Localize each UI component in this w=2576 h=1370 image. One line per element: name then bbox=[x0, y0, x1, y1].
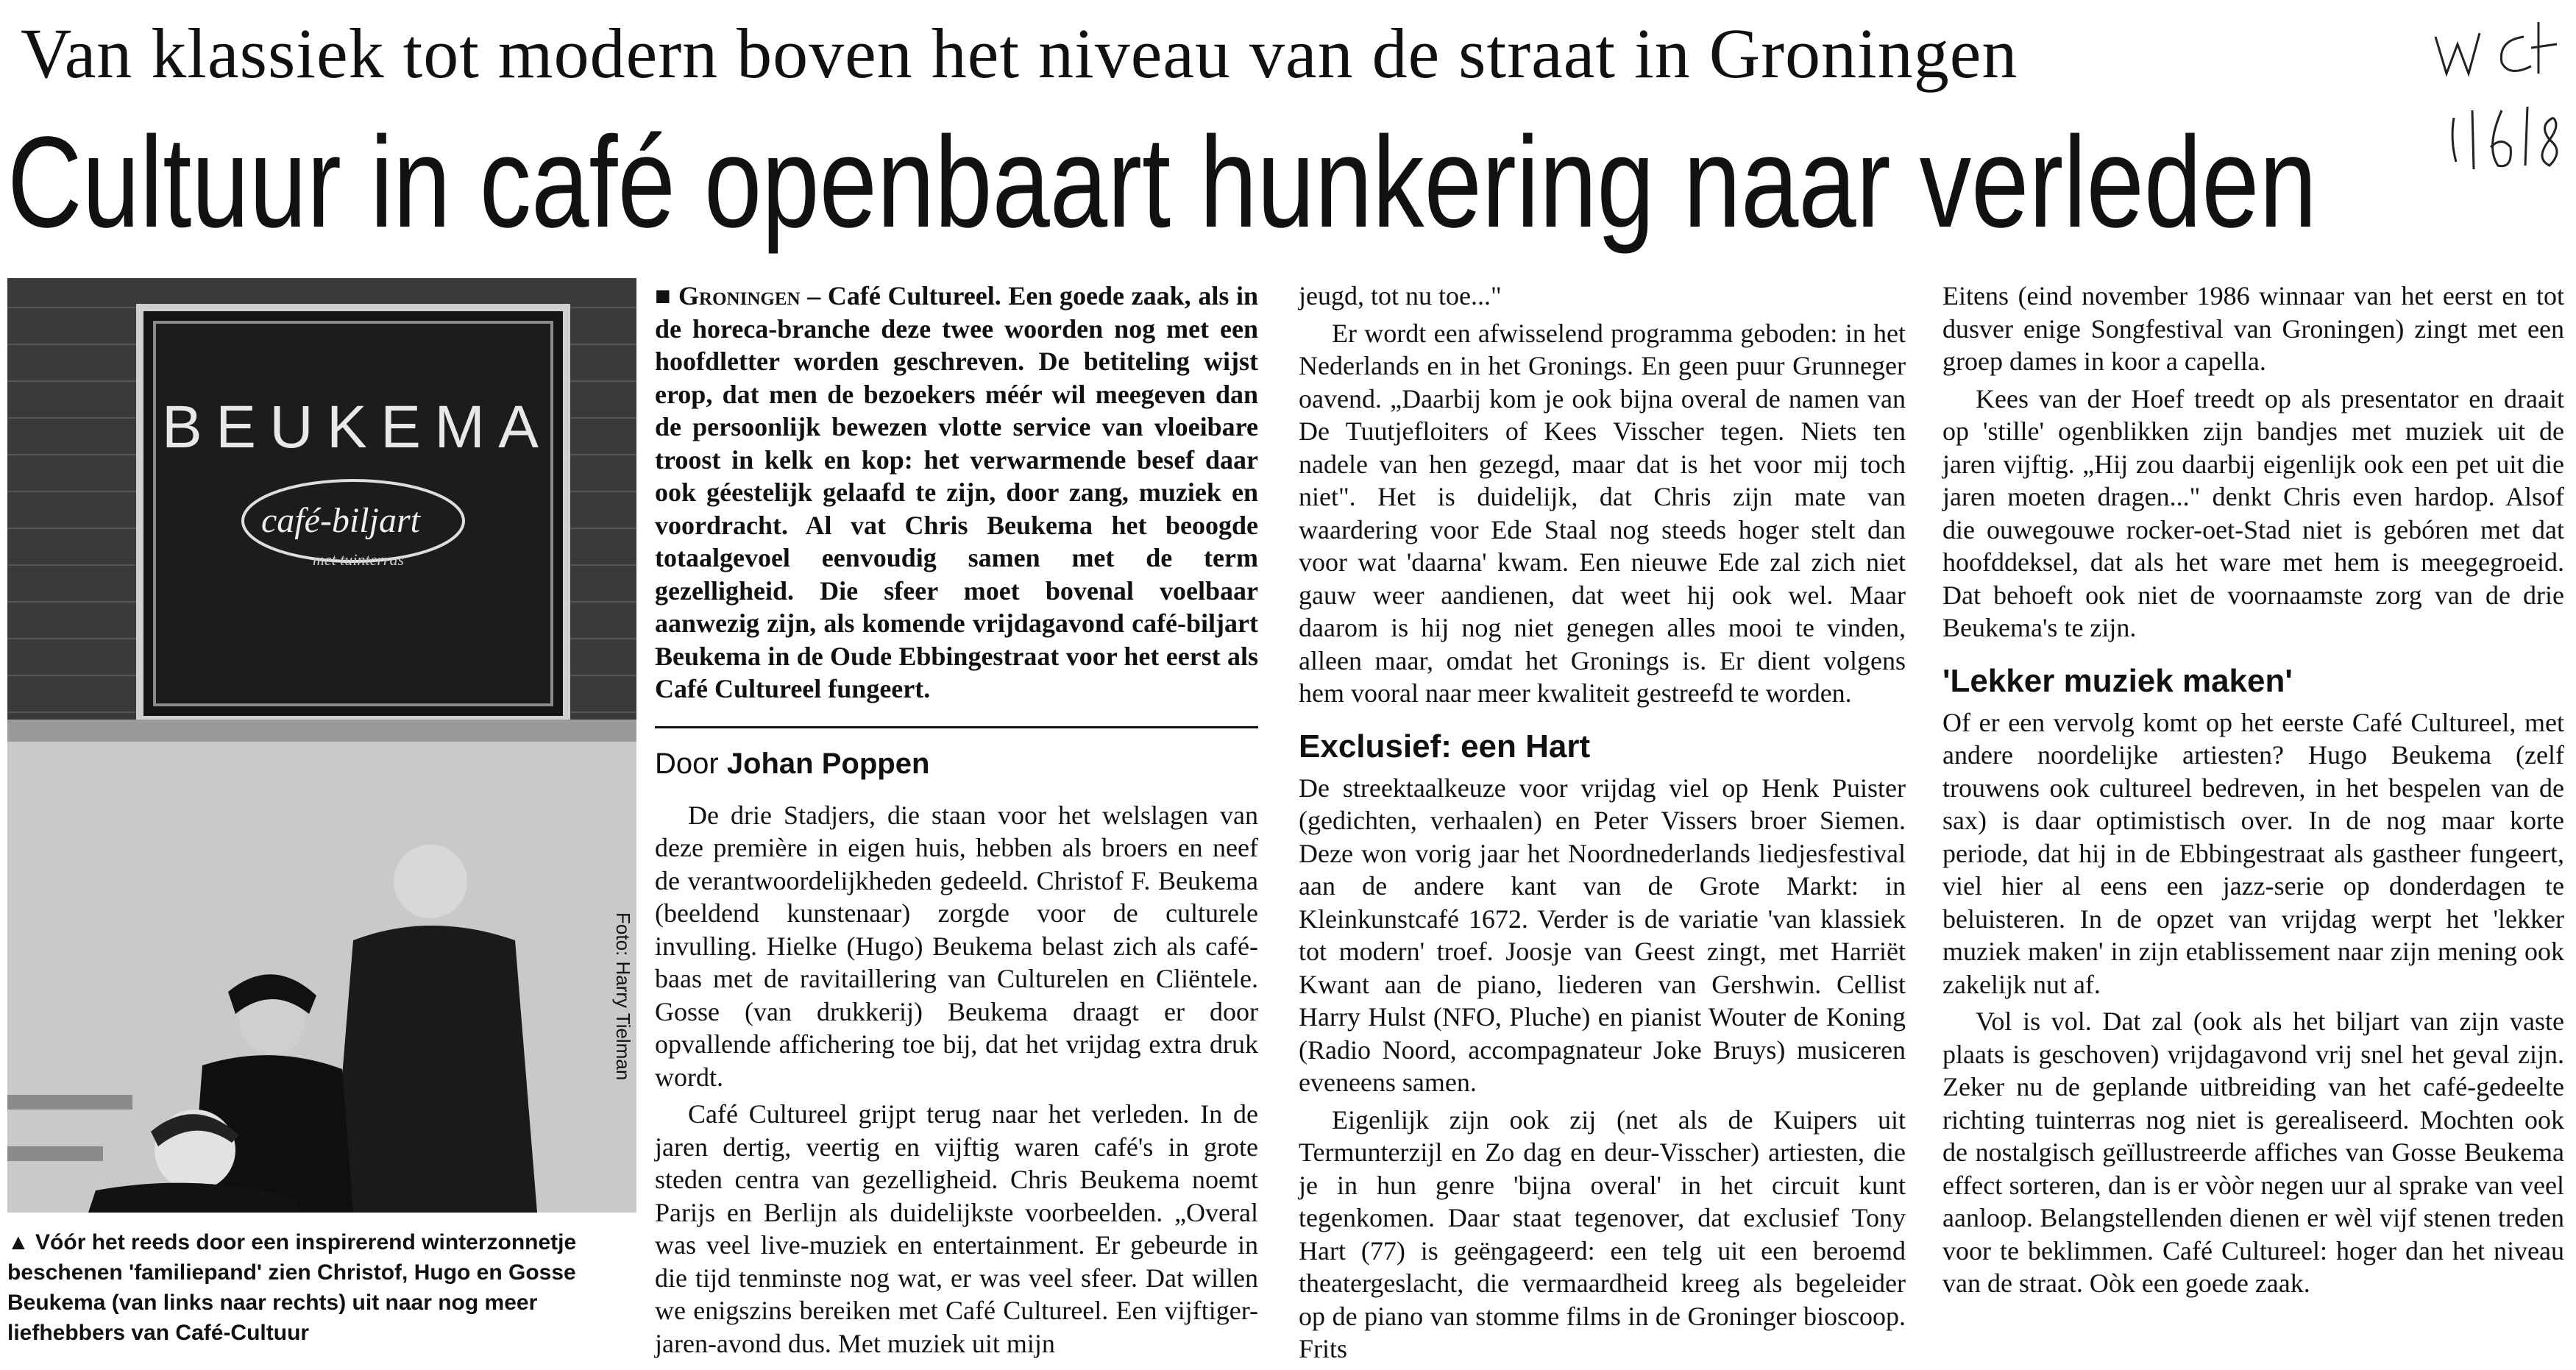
window-sign: BEUKEMA bbox=[162, 394, 544, 461]
photo-caption: ▲ Vóór het reeds door een inspirerend winterzonnetje beschenen 'familiepand' zien Christof, Hugo en Gosse Beukema (van links naar rechts) uit naar nog meer liefhebbers van Café-Cultuur bbox=[7, 1230, 577, 1345]
person-right-body bbox=[331, 926, 537, 1213]
body-paragraph: Café Cultureel grijpt terug naar het verleden. In de jaren dertig, veertig en vijftig waren café's in grote steden centra van gezelligheid. Chris Beukema noemt Parijs en Berlijn als duidelijkste voorbeelden. „Overal was veel live-muziek en entertainment. Er gebeurde in die tijd tenminste nog wat, er was veel sfeer. Dat willen we enigszins bereiken met Café Cultureel. Een vijftiger-jaren-avond dus. Met muziek uit mijn bbox=[655, 1099, 1258, 1358]
lead-text: – Café Cultureel. Een goede zaak, als in de horeca-branche deze twee woorden nog met een hoofdletter worden geschreven. De betiteling wijst erop, dat men de bezoekers méér wil meegeven dan de persoonlijk bewezen vlotte service van vloeibare troost in kelk en kop: het verwarmende besef daar ook géestelijk gelaafd te zijn, door zang, muziek en voordracht. Al vat Chris Beukema het beoogde totaalgevoel eenvoudig samen met de term gezelligheid. Die sfeer moet bovenal voelbaar aanwezig zijn, als komende vrijdagavond café-biljart Beukema in de Oude Ebbingestraat voor het eerst als Café Cultureel fungeert. bbox=[655, 281, 1258, 703]
subheading: 'Lekker muziek maken' bbox=[1942, 662, 2293, 699]
body-paragraph: De drie Stadjers, die staan voor het welslagen van deze première in eigen huis, hebben als broers en neef de verantwoordelijkheden gedeeld. Christof F. Beukema (beeldend kunstenaar) zorgde voor de culturele invulling. Hielke (Hugo) Beukema belast zich als café-baas met de ravitaillering van Culturelen en Cliëntele. Gosse (van drukkerij) Beukema draagt er door opvallende affichering toe bij, dat het vrijdag extra druk wordt. bbox=[655, 800, 1258, 1092]
byline-prefix: Door bbox=[655, 747, 727, 780]
window-sign-sub: café-biljart bbox=[261, 501, 420, 540]
lead-paragraph bbox=[655, 280, 1258, 706]
body-paragraph: Eigenlijk zijn ook zij (net als de Kuipers uit Termunterzijl en Zo dag en deur-Visscher) artiesten, die je in hun genre 'bijna overal' in het circuit kunt tegenkomen. Daar staat tegenover, dat exclusief Tony Hart (77) is geëngageerd: een telg uit een beroemd theatergeslacht, die vermaardheid kreeg als begeleider op de piano van stomme films in de Groninger bioscoop. Frits bbox=[1299, 1104, 1906, 1363]
body-paragraph: Kees van der Hoef treedt op als presentator en draait op 'stille' ogenblikken zijn bandjes met muziek uit de jaren vijftig. „Hij zou daarbij eigenlijk ook een pet uit die jaren moeten dragen..." denkt Chris even hardop. Alsof die ouwegouwe rocker-oet-Stad niet is gebóren met dat hoofddeksel, dat als het ware met hem is meegegroeid. Dat behoeft ook niet de voornaamste zorg van de drie Beukema's te zijn. bbox=[1942, 383, 2564, 642]
body-paragraph: De streektaalkeuze voor vrijdag viel op Henk Puister (gedichten, verhaalen) en Peter Vissers broer Siemen. Deze won vorig jaar het Noordnederlands liedjesfestival aan de andere kant van de Grote Markt: in Kleinkunstcafé 1672. Verder is de variatie 'van klassiek tot modern' troef. Joosje van Geest zingt, met Harriët Kwant aan de piano, liederen van Gershwin. Cellist Harry Hulst (NFO, Pluche) en pianist Wouter de Koning (Radio Noord, accompagnateur Joke Bruys) musiceren eveneens samen. bbox=[1299, 773, 1906, 1097]
kicker: Van klassiek tot modern boven het niveau van de straat in Groningen bbox=[21, 14, 2018, 93]
handwritten-note bbox=[2428, 15, 2568, 191]
byline bbox=[655, 726, 1258, 784]
body-paragraph: Of er een vervolg komt op het eerste Café Cultureel, met andere noordelijke artiesten? Hugo Beukema (zelf trouwens ook cultureel bedreven, in het bespelen van de sax) is daar optimistisch over. In de nog maar korte periode, dat hij in de Ebbingestraat als gastheer fungeert, viel hier al eens een jazz-serie op donderdagen te beluisteren. In de opzet van vrijdag werpt het 'lekker muziek maken' in zijn etablissement naar zijn mening ook zakelijk nut af. bbox=[1942, 707, 2564, 999]
body-paragraph: jeugd, tot nu toe..." bbox=[1299, 281, 1502, 310]
body-paragraph: Eitens (eind november 1986 winnaar van het eerst en tot dusver enige Songfestival van Groningen) zingt met een groep dames in koor a capella. bbox=[1942, 281, 2564, 376]
column-2 bbox=[1299, 280, 1906, 1370]
column-1 bbox=[655, 280, 1258, 1364]
body-paragraph: Er wordt een afwisselend programma geboden: in het Nederlands en in het Gronings. En geen puur Grunneger oavend. „Daarbij kom je ook bijna overal de namen van De Tuutjefloiters of Kees Visscher tegen. Niets ten nadele van hen gezegd, maar dat is het voor mij toch niet". Het is duidelijk, dat Chris zijn mate van waardering voor Ede Staal nog steeds hoger stelt dan voor wat 'daarna' kwam. Een nieuwe Ede zal zich niet gauw weer aandienen, dat weet hij ook wel. Maar daarom is hij nog niet genegen alles mooi te vinden, alleen maar, omdat het Gronings is. Er dient volgens hem vooral naar meer kwaliteit gestreefd te worden. bbox=[1299, 318, 1906, 708]
column-3 bbox=[1942, 280, 2564, 1305]
person-right-head bbox=[394, 845, 467, 918]
window-sign-small: met tuinterras bbox=[313, 550, 405, 569]
byline-author: Johan Poppen bbox=[726, 747, 930, 780]
photo-credit: Foto: Harry Tielman bbox=[612, 912, 634, 1081]
photo bbox=[7, 278, 636, 1213]
dateline: Groningen bbox=[678, 281, 801, 310]
subheading: Exclusief: een Hart bbox=[1299, 728, 1591, 764]
body-paragraph: Vol is vol. Dat zal (ook als het biljart van zijn vaste plaats is geschoven) vrijdagavond vrij snel het geval zijn. Zeker nu de geplande uitbreiding van het café-gedeelte richting tuinterras nog niet is gerealiseerd. Mochten ook de nostalgisch geïllustreerde affiches van Gosse Beukema effect sorteren, dan is er vòòr negen uur al sprake van veel aanloop. Belangstellenden dienen er wèl vijf stenen treden voor te beklimmen. Café Cultureel: hoger dan het niveau van de straat. Oòk een goede zaak. bbox=[1942, 1007, 2564, 1298]
bullet-icon: ■ bbox=[655, 281, 679, 310]
headline: Cultuur in café openbaart hunkering naar verleden bbox=[7, 110, 2317, 255]
